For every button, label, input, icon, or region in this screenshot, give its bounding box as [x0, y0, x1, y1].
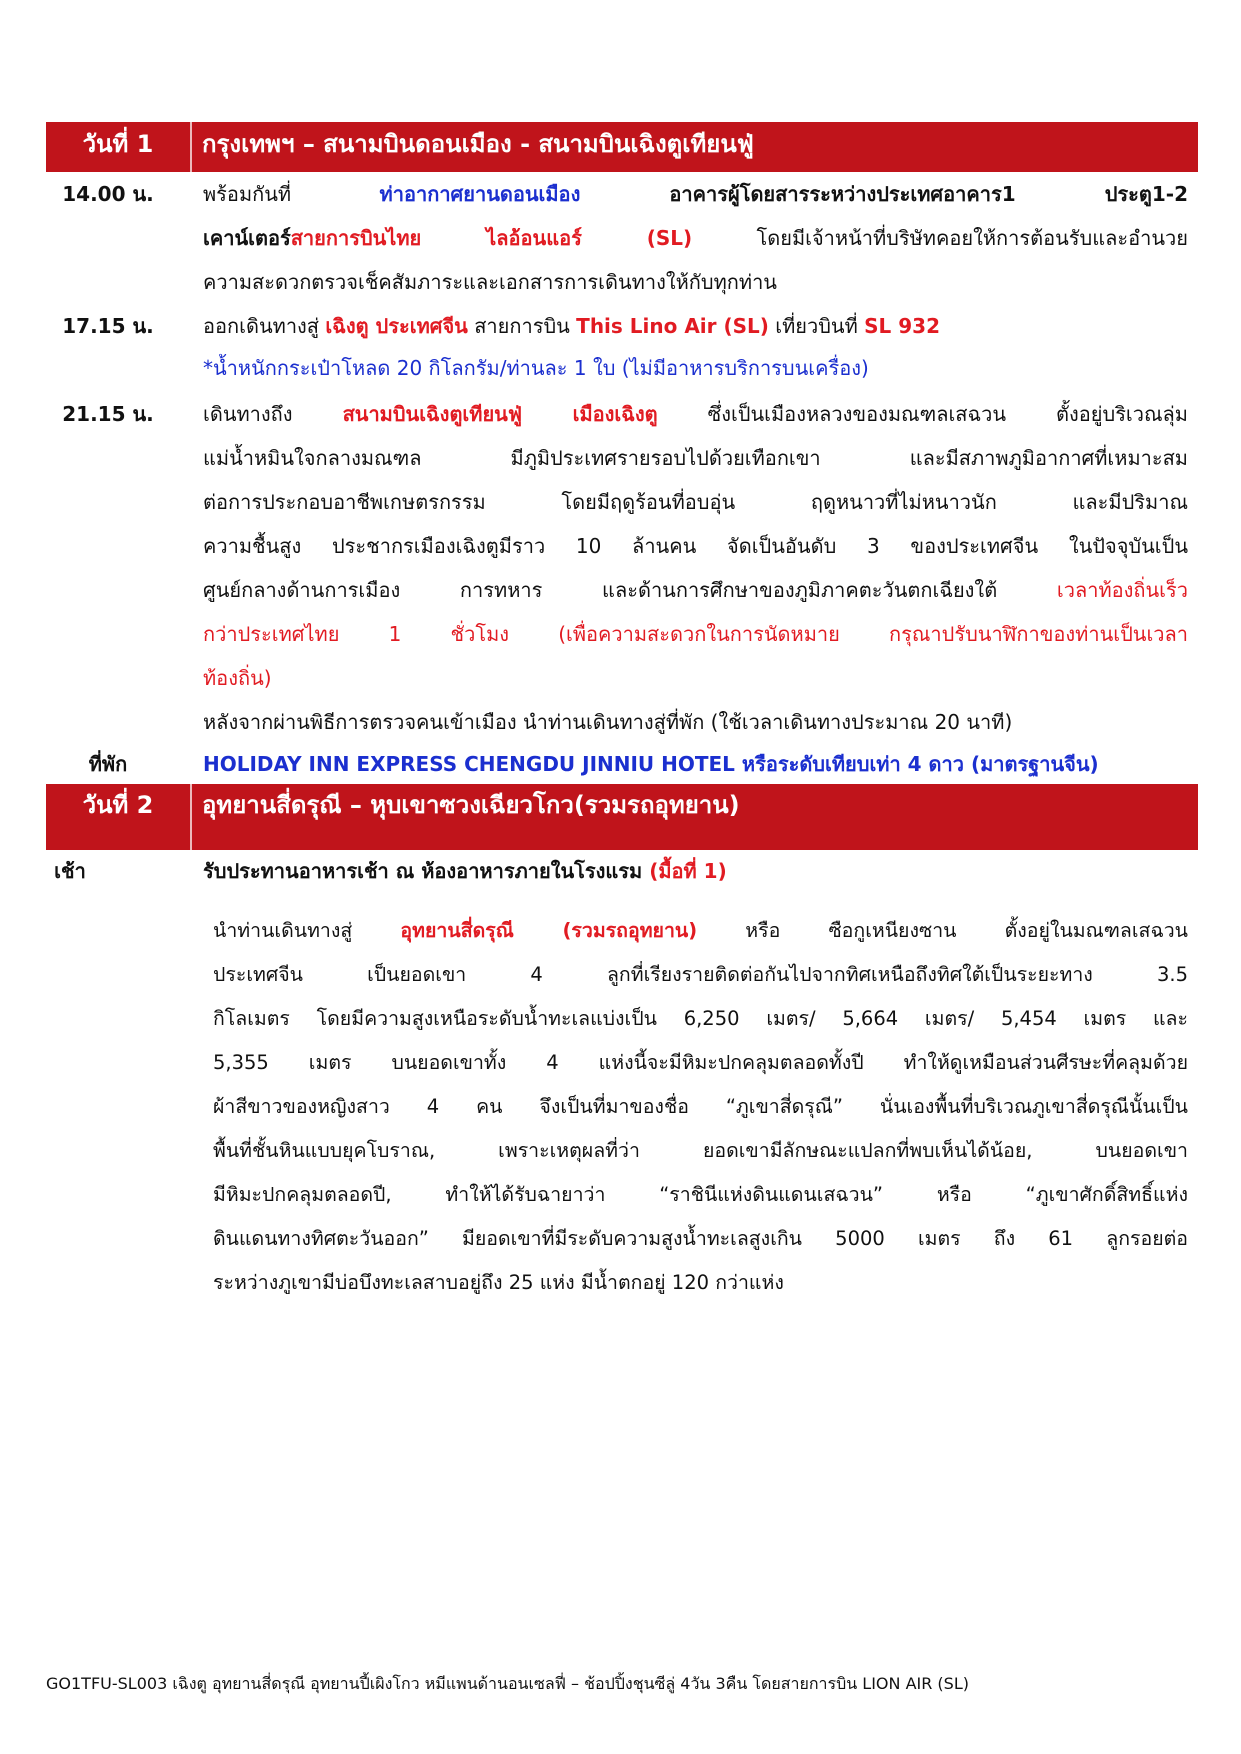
- airline: This Lino Air (SL): [576, 314, 769, 338]
- airline-name: สายการบินไทย ไลอ้อนแอร์ (SL): [290, 226, 693, 250]
- day1-line-10: [203, 574, 1188, 606]
- day1-line-1: [203, 178, 1188, 210]
- day1-header-bar: [46, 122, 1198, 172]
- text: พร้อมกันที่: [203, 182, 380, 206]
- page-footer: GO1TFU-SL003 เฉิงตู อุทยานสี่ดรุณี อุทยานปี้เผิงโกว หมีแพนด้านอนเซลฟี่ – ช้อปปิ้งชุนซีลู่ 4วัน 3คืน โดยสายการบิน LION AIR (SL): [46, 1674, 969, 1693]
- divider: [190, 122, 192, 172]
- text: นำท่านเดินทางสู่: [213, 919, 401, 942]
- day1-line-3: ความสะดวกตรวจเช็คสัมภาระและเอกสารการเดินทางให้กับทุกท่าน: [203, 270, 777, 294]
- meal-number: (มื้อที่ 1): [649, 859, 727, 883]
- divider: [190, 784, 192, 850]
- breakfast-line: [203, 855, 727, 887]
- text: โดยมีเจ้าหน้าที่บริษัทคอยให้การต้อนรับและอำนวย: [692, 226, 1188, 250]
- day2-para-7: มีหิมะปกคลุมตลอดปี, ทำให้ได้รับฉายาว่า “ราชินีแห่งดินแดนเสฉวน” หรือ “ภูเขาศักดิ์สิทธิ์แห่ง: [213, 1183, 1188, 1206]
- day1-line-6: [203, 398, 1188, 430]
- day1-line-12: ท้องถิ่น): [203, 666, 272, 690]
- day2-para-5: ผ้าสีขาวของหญิงสาว 4 คน จึงเป็นที่มาของชื่อ “ภูเขาสี่ดรุณี” นั่นเองพื้นที่บริเวณภูเขาสี่ดรุณีนั้นเป็น: [213, 1095, 1188, 1118]
- baggage-note: *น้ำหนักกระเป๋าโหลด 20 กิโลกรัม/ท่านละ 1 ใบ (ไม่มีอาหารบริการบนเครื่อง): [203, 356, 869, 380]
- day2-para-3: กิโลเมตร โดยมีความสูงเหนือระดับน้ำทะเลแบ่งเป็น 6,250 เมตร/ 5,664 เมตร/ 5,454 เมตร และ: [213, 1007, 1188, 1030]
- meal-label: เช้า: [54, 859, 86, 883]
- day1-title: กรุงเทพฯ – สนามบินดอนเมือง - สนามบินเฉิงตูเทียนฟู่: [202, 130, 754, 158]
- text: รับประทานอาหารเช้า ณ ห้องอาหารภายในโรงแรม: [203, 859, 650, 883]
- hotel-name: HOLIDAY INN EXPRESS CHENGDU JINNIU HOTEL: [203, 752, 735, 776]
- text: ศูนย์กลางด้านการเมือง การทหาร และด้านการศึกษาของภูมิภาคตะวันตกเฉียงใต้: [203, 578, 1057, 602]
- day1-line-7: แม่น้ำหมินใจกลางมณฑล มีภูมิประเทศรายรอบไปด้วยเทือกเขา และมีสภาพภูมิอากาศที่เหมาะสม: [203, 446, 1188, 470]
- day2-para-9: ระหว่างภูเขามีบ่อบึงทะเลสาบอยู่ถึง 25 แห่ง มีน้ำตกอยู่ 120 กว่าแห่ง: [213, 1271, 784, 1294]
- arrival-airport: สนามบินเฉิงตูเทียนฟู่ เมืองเฉิงตู: [342, 402, 658, 426]
- day2-para-4: 5,355 เมตร บนยอดเขาทั้ง 4 แห่งนี้จะมีหิมะปกคลุมตลอดทั้งปี ทำให้ดูเหมือนส่วนศีรษะที่คลุมด้วย: [213, 1051, 1188, 1074]
- day2-para-2: ประเทศจีน เป็นยอดเขา 4 ลูกที่เรียงรายติดต่อกันไปจากทิศเหนือถึงทิศใต้เป็นระยะทาง 3.5: [213, 963, 1188, 986]
- text: ออกเดินทางสู่: [203, 314, 326, 338]
- counter-label: เคาน์เตอร์: [203, 226, 291, 250]
- day1-line-8: ต่อการประกอบอาชีพเกษตรกรรม โดยมีฤดูร้อนที่อบอุ่น ฤดูหนาวที่ไม่หนาวนัก และมีปริมาณ: [203, 490, 1188, 514]
- day2-para-8: ดินแดนทางทิศตะวันออก” มียอดเขาที่มีระดับความสูงน้ำทะเลสูงเกิน 5000 เมตร ถึง 61 ลูกรอยต่อ: [213, 1227, 1188, 1250]
- hotel-suffix: หรือระดับเทียบเท่า 4 ดาว (มาตรฐานจีน): [734, 752, 1099, 776]
- text: เดินทางถึง: [203, 402, 343, 426]
- day1-line-9: ความชื้นสูง ประชากรเมืองเฉิงตูมีราว 10 ล้านคน จัดเป็นอันดับ 3 ของประเทศจีน ในปัจจุบันเป็น: [203, 534, 1188, 558]
- destination: เฉิงตู ประเทศจีน: [325, 314, 468, 338]
- hotel-line: [203, 748, 1099, 780]
- day2-para-6: พื้นที่ชั้นหินแบบยุคโบราณ, เพราะเหตุผลที่ว่า ยอดเขามีลักษณะแปลกที่พบเห็นได้น้อย, บนยอดเขา: [213, 1139, 1188, 1162]
- day1-line-11: กว่าประเทศไทย 1 ชั่วโมง (เพื่อความสะดวกในการนัดหมาย กรุณาปรับนาฬิกาของท่านเป็นเวลา: [203, 622, 1188, 646]
- day2-para-1: [213, 915, 1188, 946]
- text: เที่ยวบินที่: [768, 314, 865, 338]
- hotel-label: ที่พัก: [88, 752, 128, 776]
- day1-label: วันที่ 1: [82, 130, 154, 158]
- airport-name: ท่าอากาศยานดอนเมือง: [379, 182, 581, 206]
- terminal-info: อาคารผู้โดยสารระหว่างประเทศอาคาร1 ประตู1-2: [580, 182, 1188, 206]
- flight-number: SL 932: [864, 314, 940, 338]
- day2-title: อุทยานสี่ดรุณี – หุบเขาซวงเฉียวโกว(รวมรถอุทยาน): [202, 791, 740, 819]
- time-2115: 21.15 น.: [62, 402, 154, 426]
- day1-line-4: [203, 310, 940, 342]
- text: สายการบิน: [467, 314, 577, 338]
- time-1715: 17.15 น.: [62, 314, 154, 338]
- time-note: เวลาท้องถิ่นเร็ว: [1056, 578, 1188, 602]
- day1-line-2: [203, 222, 1188, 254]
- time-1400: 14.00 น.: [62, 182, 154, 206]
- day1-line-13: หลังจากผ่านพิธีการตรวจคนเข้าเมือง นำท่านเดินทางสู่ที่พัก (ใช้เวลาเดินทางประมาณ 20 นาที): [203, 710, 1013, 734]
- text: หรือ ซือกูเหนียงซาน ตั้งอยู่ในมณฑลเสฉวน: [697, 919, 1189, 942]
- text: ซึ่งเป็นเมืองหลวงของมณฑลเสฉวน ตั้งอยู่บริเวณลุ่ม: [657, 402, 1188, 426]
- day2-label: วันที่ 2: [82, 791, 154, 819]
- day2-header-bar: [46, 784, 1198, 850]
- park-name: อุทยานสี่ดรุณี (รวมรถอุทยาน): [400, 919, 698, 942]
